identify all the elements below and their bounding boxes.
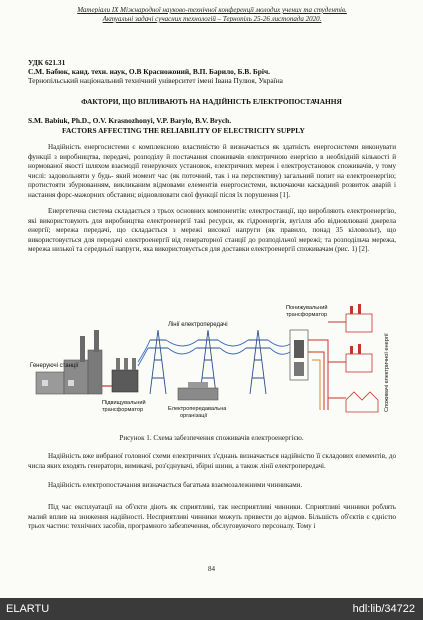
paragraph-5: Під час експлуатації на об'єкти діють як сприятливі, так несприятливі чинники. Сприятливі чинники роблять малий вплив на зниження надійності. Несприятливі чинники можуть привести до відмов. Більшість об'єктів є єдністю трьох частин: технічних засобів, програмного забезпечення, обслуговуючого персоналу. Тому і [28, 503, 396, 531]
paragraph-4: Надійність електропостачання визначається багатьма взаємозалежними чинниками. [48, 481, 303, 489]
viewer-footer [0, 598, 423, 620]
stepdown-label-2: трансформатор [286, 312, 328, 318]
paragraph-2: Енергетична система складається з трьох основних компонентів: електростанції, що виробляють електроенергію, які використовують для виробництва електроенергії такі ресурси, як гідроенергія, вугілля або відновлювані джерела енергії; мережа передачі, що складається з мережі високої напруги (як правило, понад 35 кіловольт), що використовується для передачі електроенергії від генераторної станції до розподільчої мережі; та розподільча мережа, мережа низької та середньої напруги, яка використовується для доставки електроенергії споживачам (рис. 1) [2]. [28, 207, 396, 254]
udk-code: УДК 621.31 [28, 58, 66, 67]
stepdown-label-1: Понижувальний [286, 305, 328, 311]
transmission-tower-3 [246, 330, 270, 394]
consumer-plant [346, 344, 372, 372]
figure-caption: Рисунок 1. Схема забезпечення споживачів електроенергією. [119, 434, 304, 442]
stepup-label-2: трансформатор [102, 407, 144, 413]
title-en: FACTORS AFFECTING THE RELIABILITY OF ELECTRICITY SUPPLY [62, 126, 305, 135]
header-line-2: Актуальні задачі сучасних технологій – Тернопіль 25-26 листопада 2020. [102, 15, 322, 23]
transmission-tower-1 [148, 330, 168, 394]
transmission-organization [178, 382, 218, 400]
consumer-houses [346, 392, 378, 412]
paragraph-1: Надійність енергосистеми є комплексною властивістю й визначається як здатність енергосистеми виконувати функції з виробництва, передачі, розподілу й постачання споживачів електричною енергією в необхідній кількості й нормованої якості шляхом взаємодії генеруючих установок, електричних мереж і електроустановок споживачів, у тому числі: задовольняти у будь- який момент час (як поточний, так і на перспективу) загальний попит на електроенергію; протистояти збурюванням, викликаним відмовами елементів енергосистеми, включаючи каскадний розвиток аварій і настання форс-мажорних обставин; відновлювати свої функції після їх порушення [1]. [28, 143, 396, 199]
title-ua: ФАКТОРИ, ЩО ВПЛИВАЮТЬ НА НАДІЙНІСТЬ ЕЛЕКТРОПОСТАЧАННЯ [81, 97, 342, 106]
footer-handle: hdl:lib/34722 [352, 603, 415, 615]
authors-ua: С.М. Бабюк, канд. техн. наук, О.В Красножоний, В.П. Барило, Б.В. Бріч. [28, 67, 270, 76]
page-number: 84 [207, 565, 216, 573]
affiliation: Тернопільський національний технічний університет імені Івана Пулюя, Україна [28, 76, 283, 85]
conference-header [28, 6, 396, 24]
footer-repository-name: ELARTU [6, 603, 50, 615]
authors-en: S.M. Babiuk, Ph.D., O.V. Krasnozhonyi, V.P. Barylo, B.V. Brych. [28, 116, 232, 125]
stepup-transformer [112, 358, 138, 392]
org-label-1: Електропередавальна [168, 406, 227, 412]
power-supply-diagram [28, 300, 396, 430]
lines-label: Лінії електропередачі [168, 322, 228, 328]
generation-label: Генеруючі станції [30, 363, 79, 369]
consumer-factory [346, 304, 372, 332]
header-line-1: Матеріали IX Міжнародної науково-технічної конференції молодих учених та студентів. [77, 6, 347, 14]
paragraph-3: Надійність вже вибраної головної схеми електричних з'єднань визначається надійністю її складових елементів, до числа яких входять генератори, вимикачі, роз'єднувачі, збірні шини, а також лінії електропередачі. [28, 452, 396, 470]
generation-plant [36, 330, 102, 394]
stepup-label-1: Підвищувальний [102, 400, 146, 406]
stepdown-transformer [290, 330, 308, 380]
org-label-2: організації [180, 413, 208, 419]
consumers-label: Споживачі електричної енергії [384, 333, 390, 412]
